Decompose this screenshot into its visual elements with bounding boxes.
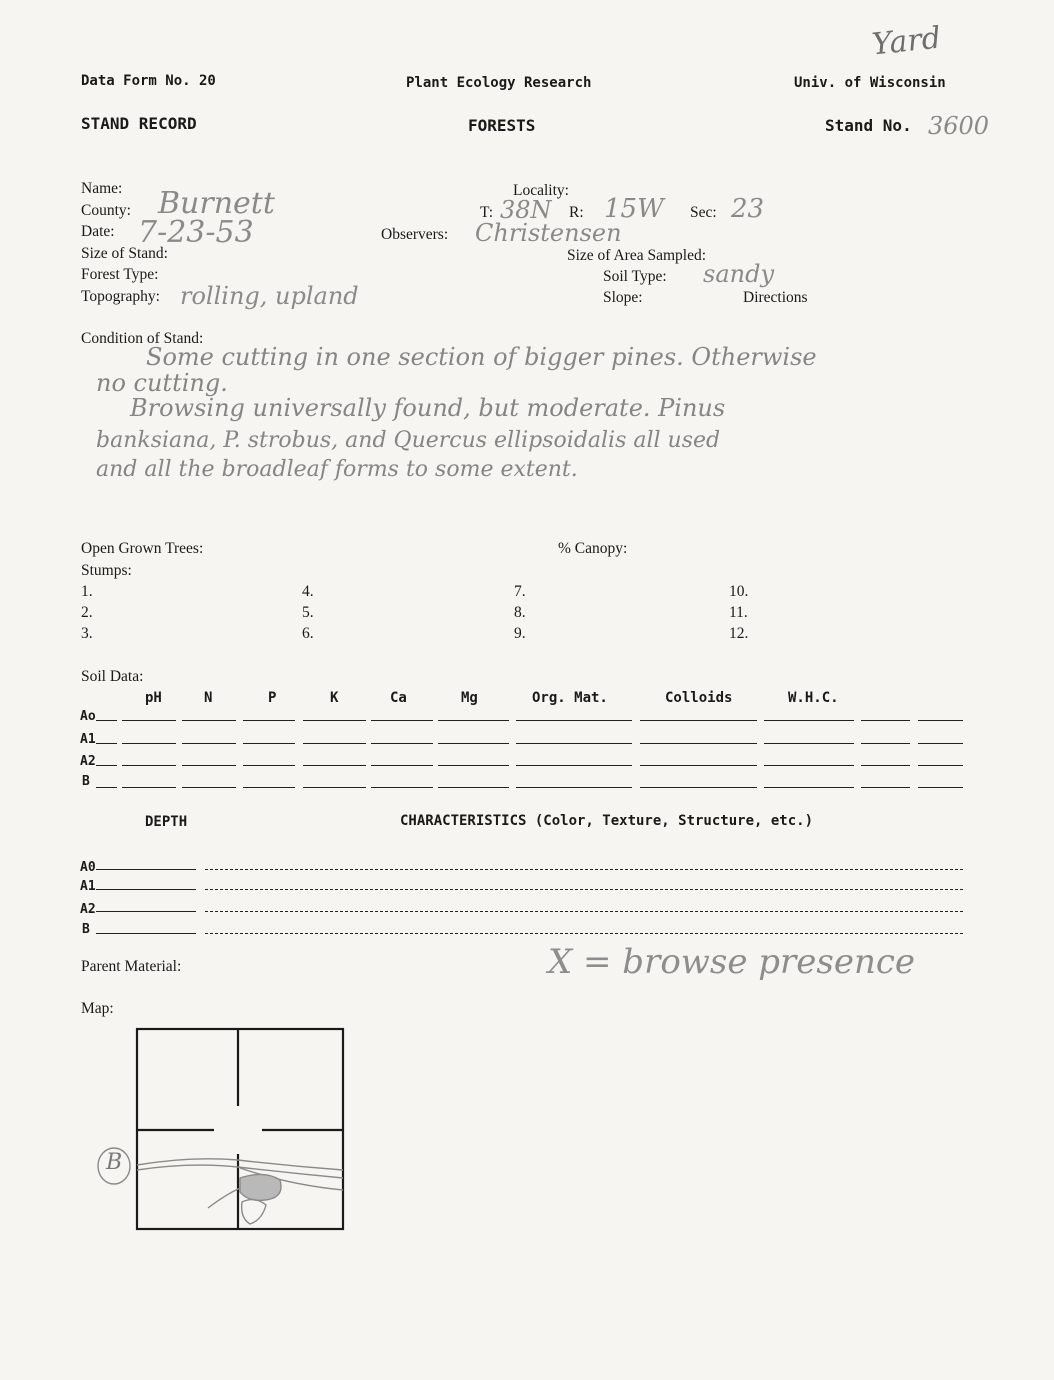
corner-note: Yard xyxy=(870,20,943,63)
characteristics-blank-line xyxy=(205,869,963,870)
soil-row-label: A1 xyxy=(80,732,96,747)
soil-blank-line xyxy=(303,787,366,788)
depth-row-label: A1 xyxy=(80,879,96,894)
county-value: Burnett xyxy=(158,186,275,221)
depth-row-label: A0 xyxy=(80,860,96,875)
soil-blank-line xyxy=(640,787,757,788)
stump-number: 12. xyxy=(729,625,749,642)
stand-record-title: STAND RECORD xyxy=(81,114,197,133)
soil-blank-line xyxy=(861,787,910,788)
township-value: 38N xyxy=(500,196,552,224)
date-value: 7-23-53 xyxy=(138,215,254,250)
stump-number: 4. xyxy=(302,583,314,600)
soil-blank-line xyxy=(122,720,176,721)
map-trail xyxy=(208,1188,240,1208)
soil-blank-line xyxy=(516,765,632,766)
map-patch xyxy=(242,1200,266,1224)
soil-blank-line xyxy=(96,787,117,788)
soil-blank-line xyxy=(764,743,854,744)
directions-label: Directions xyxy=(743,289,808,306)
condition-line: Browsing universally found, but moderate. Pinus xyxy=(130,394,726,422)
topography-label: Topography: xyxy=(81,288,160,305)
stump-number: 11. xyxy=(729,604,748,621)
soil-col-colloids: Colloids xyxy=(665,690,733,706)
depth-blank-line xyxy=(96,933,196,934)
section-value: 23 xyxy=(731,194,765,224)
soil-blank-line xyxy=(371,765,433,766)
soil-col-ph: pH xyxy=(145,690,162,706)
soil-blank-line xyxy=(516,720,632,721)
stump-number: 8. xyxy=(514,604,526,621)
browse-presence-note: X = browse presence xyxy=(548,942,916,982)
soil-blank-line xyxy=(861,743,910,744)
stump-number: 10. xyxy=(729,583,749,600)
observers-value: Christensen xyxy=(475,219,622,247)
characteristics-label: CHARACTERISTICS (Color, Texture, Structure, etc.) xyxy=(400,813,814,829)
soil-blank-line xyxy=(640,720,757,721)
soil-blank-line xyxy=(96,720,117,721)
open-grown-trees-label: Open Grown Trees: xyxy=(81,540,204,557)
soil-blank-line xyxy=(303,720,366,721)
soil-blank-line xyxy=(96,765,117,766)
stand-number-value: 3600 xyxy=(928,112,990,140)
soil-blank-line xyxy=(438,743,509,744)
soil-blank-line xyxy=(182,720,236,721)
stump-number: 9. xyxy=(514,625,526,642)
soil-blank-line xyxy=(243,787,295,788)
name-label: Name: xyxy=(81,180,123,197)
stump-number: 2. xyxy=(81,604,93,621)
soil-blank-line xyxy=(371,720,433,721)
soil-blank-line xyxy=(640,765,757,766)
range-value: 15W xyxy=(604,194,664,224)
size-of-area-label: Size of Area Sampled: xyxy=(567,247,707,264)
soil-row-label: A2 xyxy=(80,754,96,769)
map-label: Map: xyxy=(81,1000,114,1017)
university-name: Univ. of Wisconsin xyxy=(794,75,946,91)
range-label: R: xyxy=(569,204,584,221)
soil-blank-line xyxy=(438,765,509,766)
township-label: T: xyxy=(480,204,494,221)
observers-label: Observers: xyxy=(381,226,449,243)
characteristics-blank-line xyxy=(205,889,963,890)
soil-blank-line xyxy=(303,743,366,744)
forests-title: FORESTS xyxy=(468,116,536,135)
stump-number: 7. xyxy=(514,583,526,600)
soil-blank-line xyxy=(182,787,236,788)
soil-blank-line xyxy=(122,743,176,744)
forest-type-label: Forest Type: xyxy=(81,266,159,283)
soil-col-org-mat: Org. Mat. xyxy=(532,690,608,706)
soil-blank-line xyxy=(243,720,295,721)
soil-blank-line xyxy=(96,743,117,744)
soil-col-p: P xyxy=(268,690,277,706)
soil-blank-line xyxy=(243,765,295,766)
stump-number: 6. xyxy=(302,625,314,642)
stumps-label: Stumps: xyxy=(81,562,132,579)
condition-line: Some cutting in one section of bigger pines. Otherwise xyxy=(146,343,817,371)
soil-col-n: N xyxy=(204,690,213,706)
condition-line: and all the broadleaf forms to some extent. xyxy=(96,457,578,482)
soil-blank-line xyxy=(122,787,176,788)
soil-blank-line xyxy=(918,787,963,788)
form-number: Data Form No. 20 xyxy=(81,73,216,89)
soil-blank-line xyxy=(918,743,963,744)
soil-blank-line xyxy=(182,743,236,744)
canopy-label: % Canopy: xyxy=(558,540,628,557)
characteristics-blank-line xyxy=(205,933,963,934)
soil-data-label: Soil Data: xyxy=(81,668,144,685)
slope-label: Slope: xyxy=(603,289,643,306)
soil-blank-line xyxy=(918,765,963,766)
date-label: Date: xyxy=(81,223,115,240)
soil-type-label: Soil Type: xyxy=(603,268,667,285)
soil-row-label: B xyxy=(82,774,90,789)
soil-type-value: sandy xyxy=(703,260,775,288)
stand-number-label: Stand No. xyxy=(825,116,912,135)
depth-label: DEPTH xyxy=(145,814,188,830)
condition-line: banksiana, P. strobus, and Quercus ellipsoidalis all used xyxy=(96,428,721,453)
stump-number: 3. xyxy=(81,625,93,642)
map-marker-label: B xyxy=(106,1150,123,1175)
characteristics-blank-line xyxy=(205,911,963,912)
depth-row-label: B xyxy=(82,922,90,937)
soil-blank-line xyxy=(861,765,910,766)
depth-blank-line xyxy=(96,911,196,912)
soil-blank-line xyxy=(764,765,854,766)
soil-col-ca: Ca xyxy=(390,690,407,706)
map-cut-area xyxy=(240,1174,281,1200)
soil-blank-line xyxy=(640,743,757,744)
soil-blank-line xyxy=(438,787,509,788)
soil-blank-line xyxy=(371,787,433,788)
soil-blank-line xyxy=(303,765,366,766)
soil-blank-line xyxy=(516,743,632,744)
soil-blank-line xyxy=(918,720,963,721)
org-name: Plant Ecology Research xyxy=(406,75,592,91)
stump-number: 5. xyxy=(302,604,314,621)
county-label: County: xyxy=(81,202,131,219)
soil-blank-line xyxy=(516,787,632,788)
soil-blank-line xyxy=(764,720,854,721)
soil-blank-line xyxy=(438,720,509,721)
condition-line: no cutting. xyxy=(96,369,228,397)
depth-blank-line xyxy=(96,889,196,890)
soil-blank-line xyxy=(371,743,433,744)
depth-blank-line xyxy=(96,869,196,870)
depth-row-label: A2 xyxy=(80,902,96,917)
stand-map xyxy=(90,1020,360,1240)
soil-blank-line xyxy=(861,720,910,721)
soil-col-whc: W.H.C. xyxy=(788,690,839,706)
size-of-stand-label: Size of Stand: xyxy=(81,245,168,262)
parent-material-label: Parent Material: xyxy=(81,958,182,975)
section-label: Sec: xyxy=(690,204,717,221)
soil-blank-line xyxy=(243,743,295,744)
stump-number: 1. xyxy=(81,583,93,600)
soil-col-k: K xyxy=(330,690,339,706)
locality-label: Locality: xyxy=(513,182,569,199)
soil-col-mg: Mg xyxy=(461,690,478,706)
soil-blank-line xyxy=(182,765,236,766)
soil-row-label: Ao xyxy=(80,709,96,724)
condition-label: Condition of Stand: xyxy=(81,330,204,347)
soil-blank-line xyxy=(122,765,176,766)
topography-value: rolling, upland xyxy=(180,282,359,310)
soil-blank-line xyxy=(764,787,854,788)
